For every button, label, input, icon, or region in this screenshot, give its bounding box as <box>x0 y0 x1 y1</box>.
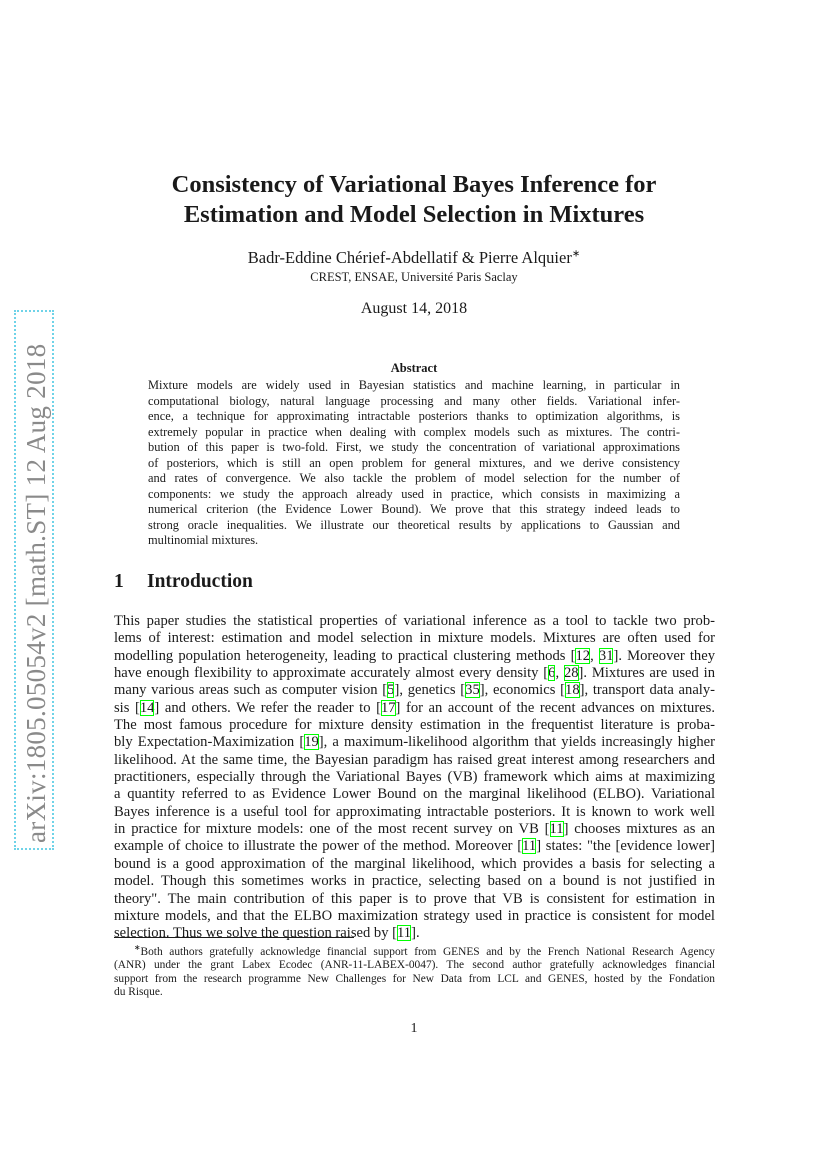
citation-link[interactable]: 35 <box>465 682 480 699</box>
abstract-line: Mixture models are widely used in Bayesian statistics and machine learning, in particular in <box>148 378 680 392</box>
body-line: This paper studies the statistical properties of variational inference as a tool to tackle two prob- <box>114 613 715 629</box>
citation-link[interactable]: 19 <box>304 734 319 751</box>
body-line: modelling population heterogeneity, leading to practical clustering methods [12, 31]. Moreover they <box>114 647 715 664</box>
abstract-line: computational biology, natural language processing and many other fields. Variational infer- <box>148 393 680 408</box>
paper-title <box>100 170 728 230</box>
footnote-rule <box>114 937 354 938</box>
abstract-line: numerical criterion (the Evidence Lower Bound). We prove that this strategy indeed leads to <box>148 502 680 516</box>
body-line: example of choice to illustrate the power of the method. Moreover [11] states: "the [evidence lower] <box>114 838 715 855</box>
citation-link[interactable]: 12 <box>575 647 591 664</box>
footnote-line: (ANR) under the grant Labex Ecodec (ANR-11-LABEX-0047). The second author gratefully acknowledges financial <box>114 959 715 972</box>
body-line: a quantity referred to as Evidence Lower Bound on the marginal likelihood (ELBO). Variational <box>114 786 715 803</box>
body-line: The most famous procedure for mixture density estimation in the frequentist literature is proba- <box>114 717 715 734</box>
body-line: bound is a good approximation of the marginal likelihood, which provides a basis for selecting a <box>114 855 715 872</box>
citation-link[interactable]: 11 <box>522 838 537 855</box>
abstract-line: multinomial mixtures. <box>148 533 259 547</box>
citation-link[interactable]: 17 <box>380 699 396 716</box>
abstract-line: strong oracle inequalities. We illustrate our theoretical results by applications to Gaussian and <box>148 517 680 532</box>
abstract-body <box>148 378 680 549</box>
body-line: have enough flexibility to approximate accurately almost every density [6, 28]. Mixtures are used in <box>114 665 715 682</box>
affiliation: CREST, ENSAE, Université Paris Saclay <box>310 270 518 284</box>
citation-link[interactable]: 31 <box>598 647 614 664</box>
abstract-line: ence, a technique for approximating intractable posteriors thanks to optimization algorithms, is <box>148 409 680 423</box>
introduction-body <box>114 613 715 943</box>
page-number: 1 <box>410 1021 418 1036</box>
footnote <box>114 941 715 999</box>
title-line-1: Consistency of Variational Bayes Inference for <box>171 171 657 198</box>
citation-link[interactable]: 5 <box>387 682 395 699</box>
footnote-line: ∗Both authors gratefully acknowledge financial support from GENES and by the French National Research Agency <box>133 943 715 958</box>
footnote-line: du Risque. <box>114 986 163 999</box>
author-list <box>100 248 728 268</box>
section-title: Introduction <box>147 571 253 592</box>
abstract-line: and rates of convergence. We also tackle the problem of model selection for the number of <box>148 471 680 485</box>
body-line: lems of interest: estimation and model selection in mixture models. Mixtures are often used for <box>114 630 715 647</box>
body-line: many various areas such as computer vision [5], genetics [35], economics [18], transport data analy- <box>114 682 715 699</box>
body-line: model. Though this sometimes works in practice, selecting based on a bound is not justified in <box>114 873 715 890</box>
citation-link[interactable]: 18 <box>565 682 580 699</box>
body-line: practitioners, especially through the Variational Bayes (VB) framework which aims at maximizing <box>114 769 715 786</box>
title-line-2: Estimation and Model Selection in Mixtures <box>183 201 645 228</box>
citation-link[interactable]: 28 <box>563 665 579 682</box>
section-heading <box>114 571 253 593</box>
section-number: 1 <box>114 571 124 592</box>
citation-link[interactable]: 6 <box>548 665 556 682</box>
citation-link[interactable]: 11 <box>549 821 564 838</box>
footnote-mark: ∗ <box>133 943 141 952</box>
abstract-line: components: we study the approach already used in practice, which consists in maximizing a <box>148 486 680 501</box>
body-line: theory". The main contribution of this paper is to prove that VB is consistent for estimation in <box>114 890 715 907</box>
body-line: likelihood. At the same time, the Bayesian paradigm has raised great interest among researchers and <box>114 751 715 768</box>
abstract-heading: Abstract <box>390 361 438 375</box>
body-line: selection. Thus we solve the question raised by [11]. <box>114 925 420 942</box>
body-line: sis [14] and others. We refer the reader to [17] for an account of the recent advances on mixtures. <box>114 699 715 716</box>
author-footnote-mark[interactable]: ∗ <box>571 248 581 260</box>
author-names: Badr-Eddine Chérief-Abdellatif & Pierre Alquier <box>247 248 572 267</box>
body-line: bly Expectation-Maximization [19], a maximum-likelihood algorithm that yields increasingly higher <box>114 734 715 751</box>
body-line: in practice for mixture models: one of the most recent survey on VB [11] chooses mixtures as an <box>114 821 715 838</box>
arxiv-identifier[interactable]: arXiv:1805.05054v2 [math.ST] 12 Aug 2018 <box>21 343 51 843</box>
body-line: Bayes inference is a useful tool for approximating intractable posteriors. It is known to work well <box>114 803 715 820</box>
body-line: mixture models, and that the ELBO maximization strategy used in practice is consistent for model <box>114 907 715 924</box>
abstract-line: of posteriors, which is still an open problem for general mixtures, and we derive consistency <box>148 455 680 470</box>
paper-date: August 14, 2018 <box>360 300 468 317</box>
abstract-line: bution of this paper is two-fold. First, we study the concentration of variational approximations <box>148 440 680 454</box>
abstract-line: extremely popular in practice when dealing with complex models such as mixtures. The contri- <box>148 424 680 439</box>
citation-link[interactable]: 14 <box>139 699 155 716</box>
citation-link[interactable]: 11 <box>397 925 412 942</box>
footnote-line: support from the research programme New Challenges for New Data from LCL and GENES, hosted by the Fondation <box>114 972 715 985</box>
